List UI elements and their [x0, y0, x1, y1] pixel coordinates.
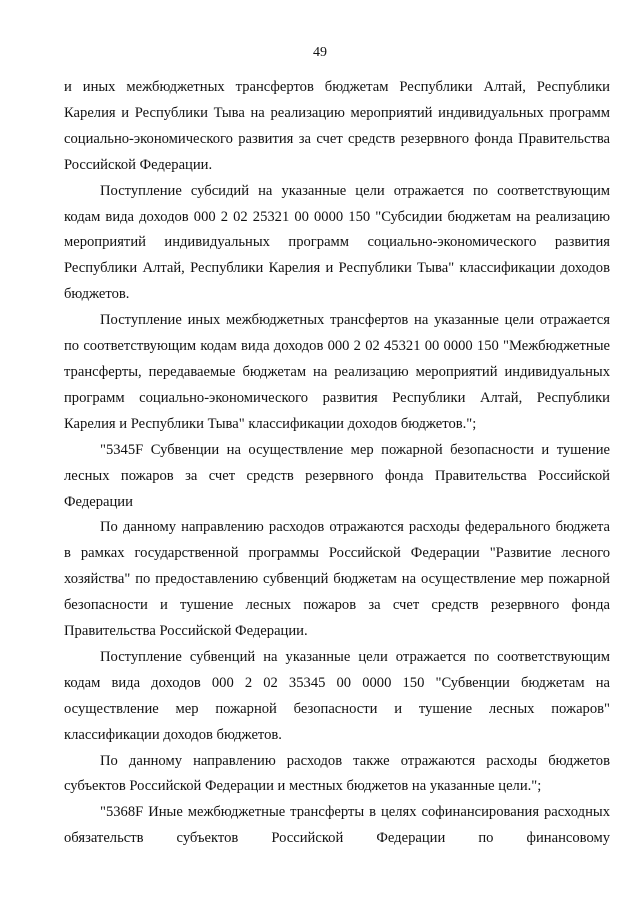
body-text: [64, 75, 610, 852]
paragraph-5: По данному направлению расходов отражаются расходы федерального бюджета в рамках государственной программы Российской Федерации "Развитие лесного хозяйства" по предоставлению субвенций бюджетам на осуществление мер пожарной безопасности и тушение лесных пожаров за счет средств резервного фонда Правительства Российской Федерации.: [64, 519, 610, 640]
paragraph-6: Поступление субвенций на указанные цели отражается по соответствующим кодам вида доходов 000 2 02 35345 00 0000 150 "Субвенции бюджетам на осуществление мер пожарной безопасности и тушение лесных пожаров" классификации доходов бюджетов.: [64, 648, 610, 743]
paragraph-3: Поступление иных межбюджетных трансфертов на указанные цели отражается по соответствующим кодам вида доходов 000 2 02 45321 00 0000 150 "Межбюджетные трансферты, передаваемые бюджетам на реализацию мероприятий индивидуальных программ социально-экономического развития Республики Алтай, Республики Карелия и Республики Тыва" классификации доходов бюджетов.";: [64, 312, 610, 432]
paragraph-1: и иных межбюджетных трансфертов бюджетам Республики Алтай, Республики Карелия и Республики Тыва на реализацию мероприятий индивидуальных программ социально-экономического развития за счет средств резервного фонда Правительства Российской Федерации.: [64, 79, 610, 173]
paragraph-7: По данному направлению расходов также отражаются расходы бюджетов субъектов Российской Федерации и местных бюджетов на указанные цели.";: [64, 752, 610, 795]
paragraph-4: "5345F Субвенции на осуществление мер пожарной безопасности и тушение лесных пожаров за счет средств резервного фонда Правительства Российской Федерации: [64, 441, 610, 510]
paragraph-8: "5368F Иные межбюджетные трансферты в целях софинансирования расходных обязательств субъектов Российской Федерации по финансовому: [64, 804, 610, 847]
paragraph-2: Поступление субсидий на указанные цели отражается по соответствующим кодам вида доходов 000 2 02 25321 00 0000 150 "Субсидии бюджетам на реализацию мероприятий индивидуальных программ социально-экономического развития Республики Алтай, Республики Карелия и Республики Тыва" классификации доходов бюджетов.: [64, 182, 610, 303]
page-number: 49: [313, 45, 327, 60]
